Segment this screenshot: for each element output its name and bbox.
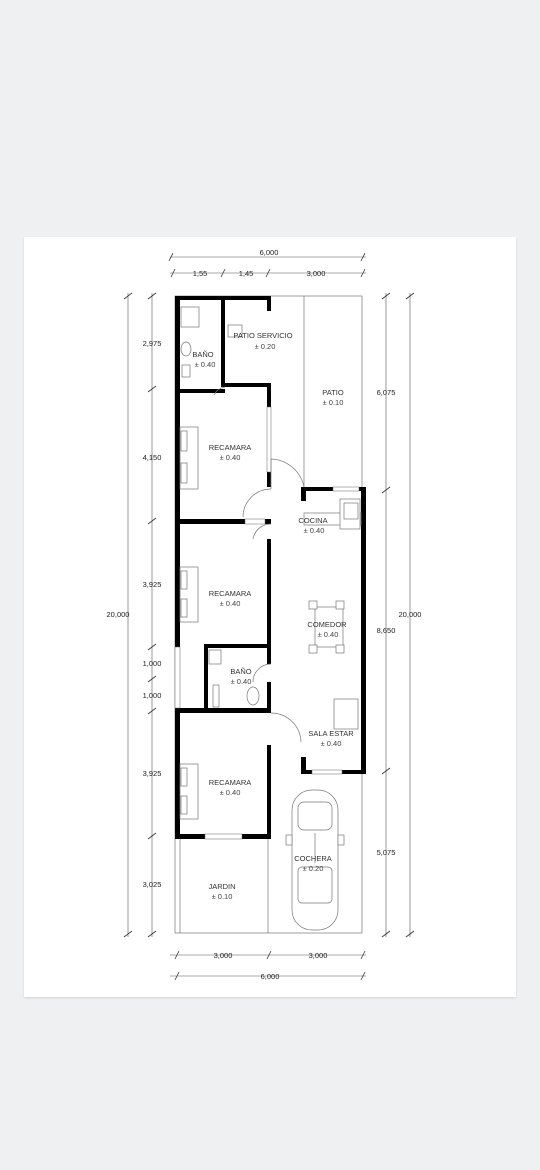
dim-top-seg-3: 3,000 bbox=[306, 269, 326, 278]
door-swings bbox=[214, 387, 304, 742]
dim-right-seg-3: 5,075 bbox=[376, 848, 396, 857]
level-recamara-3: ± 0.40 bbox=[219, 788, 241, 797]
dim-bottom-seg-2: 3,000 bbox=[308, 951, 328, 960]
room-patio-servicio: PATIO SERVICIO bbox=[233, 331, 293, 340]
dim-bottom-seg-1: 3,000 bbox=[213, 951, 233, 960]
dim-top-total: 6,000 bbox=[259, 248, 279, 257]
dim-left-seg-1: 2,975 bbox=[142, 339, 162, 348]
room-recamara-3: RECAMARA bbox=[208, 778, 252, 787]
walls bbox=[175, 296, 366, 839]
dim-bottom-total: 6,000 bbox=[260, 972, 280, 981]
room-sala-estar: SALA ESTAR bbox=[308, 729, 354, 738]
room-patio: PATIO bbox=[322, 388, 344, 397]
room-recamara-1: RECAMARA bbox=[208, 443, 252, 452]
room-bano-1: BAÑO bbox=[192, 350, 214, 359]
room-comedor: COMEDOR bbox=[307, 620, 347, 629]
level-patio: ± 0.10 bbox=[322, 398, 344, 407]
dim-left-total: 20,000 bbox=[106, 610, 130, 619]
dim-left-seg-4: 1,000 bbox=[142, 659, 162, 668]
level-sala-estar: ± 0.40 bbox=[320, 739, 342, 748]
dim-left-seg-7: 3,025 bbox=[142, 880, 162, 889]
dim-left-seg-3: 3,925 bbox=[142, 580, 162, 589]
dim-left-seg-5: 1,000 bbox=[142, 691, 162, 700]
dim-left-seg-6: 3,925 bbox=[142, 769, 162, 778]
room-jardin: JARDIN bbox=[208, 882, 236, 891]
room-cocina: COCINA bbox=[298, 516, 328, 525]
dim-right-seg-2: 8,650 bbox=[376, 626, 396, 635]
level-jardin: ± 0.10 bbox=[211, 892, 233, 901]
level-comedor: ± 0.40 bbox=[317, 630, 339, 639]
level-bano-2: ± 0.40 bbox=[230, 677, 252, 686]
floor-plan-sheet bbox=[24, 237, 516, 997]
dim-left-seg-2: 4,150 bbox=[142, 453, 162, 462]
room-recamara-2: RECAMARA bbox=[208, 589, 252, 598]
level-recamara-1: ± 0.40 bbox=[219, 453, 241, 462]
room-cochera: COCHERA bbox=[294, 854, 332, 863]
top-dimensions bbox=[169, 248, 366, 278]
dim-right-total: 20,000 bbox=[398, 610, 422, 619]
right-dimensions bbox=[377, 293, 422, 937]
dim-right-seg-1: 6,075 bbox=[376, 388, 396, 397]
level-bano-1: ± 0.40 bbox=[194, 360, 216, 369]
floor-plan-drawing bbox=[24, 237, 516, 997]
level-cochera: ± 0.20 bbox=[302, 864, 324, 873]
room-bano-2: BAÑO bbox=[230, 667, 252, 676]
left-dimensions bbox=[107, 293, 162, 937]
level-cocina: ± 0.40 bbox=[303, 526, 325, 535]
dim-top-seg-1: 1,55 bbox=[192, 269, 208, 278]
level-recamara-2: ± 0.40 bbox=[219, 599, 241, 608]
dim-top-seg-2: 1,45 bbox=[238, 269, 254, 278]
level-patio-servicio: ± 0.20 bbox=[254, 342, 276, 351]
bottom-dimensions bbox=[170, 951, 366, 981]
